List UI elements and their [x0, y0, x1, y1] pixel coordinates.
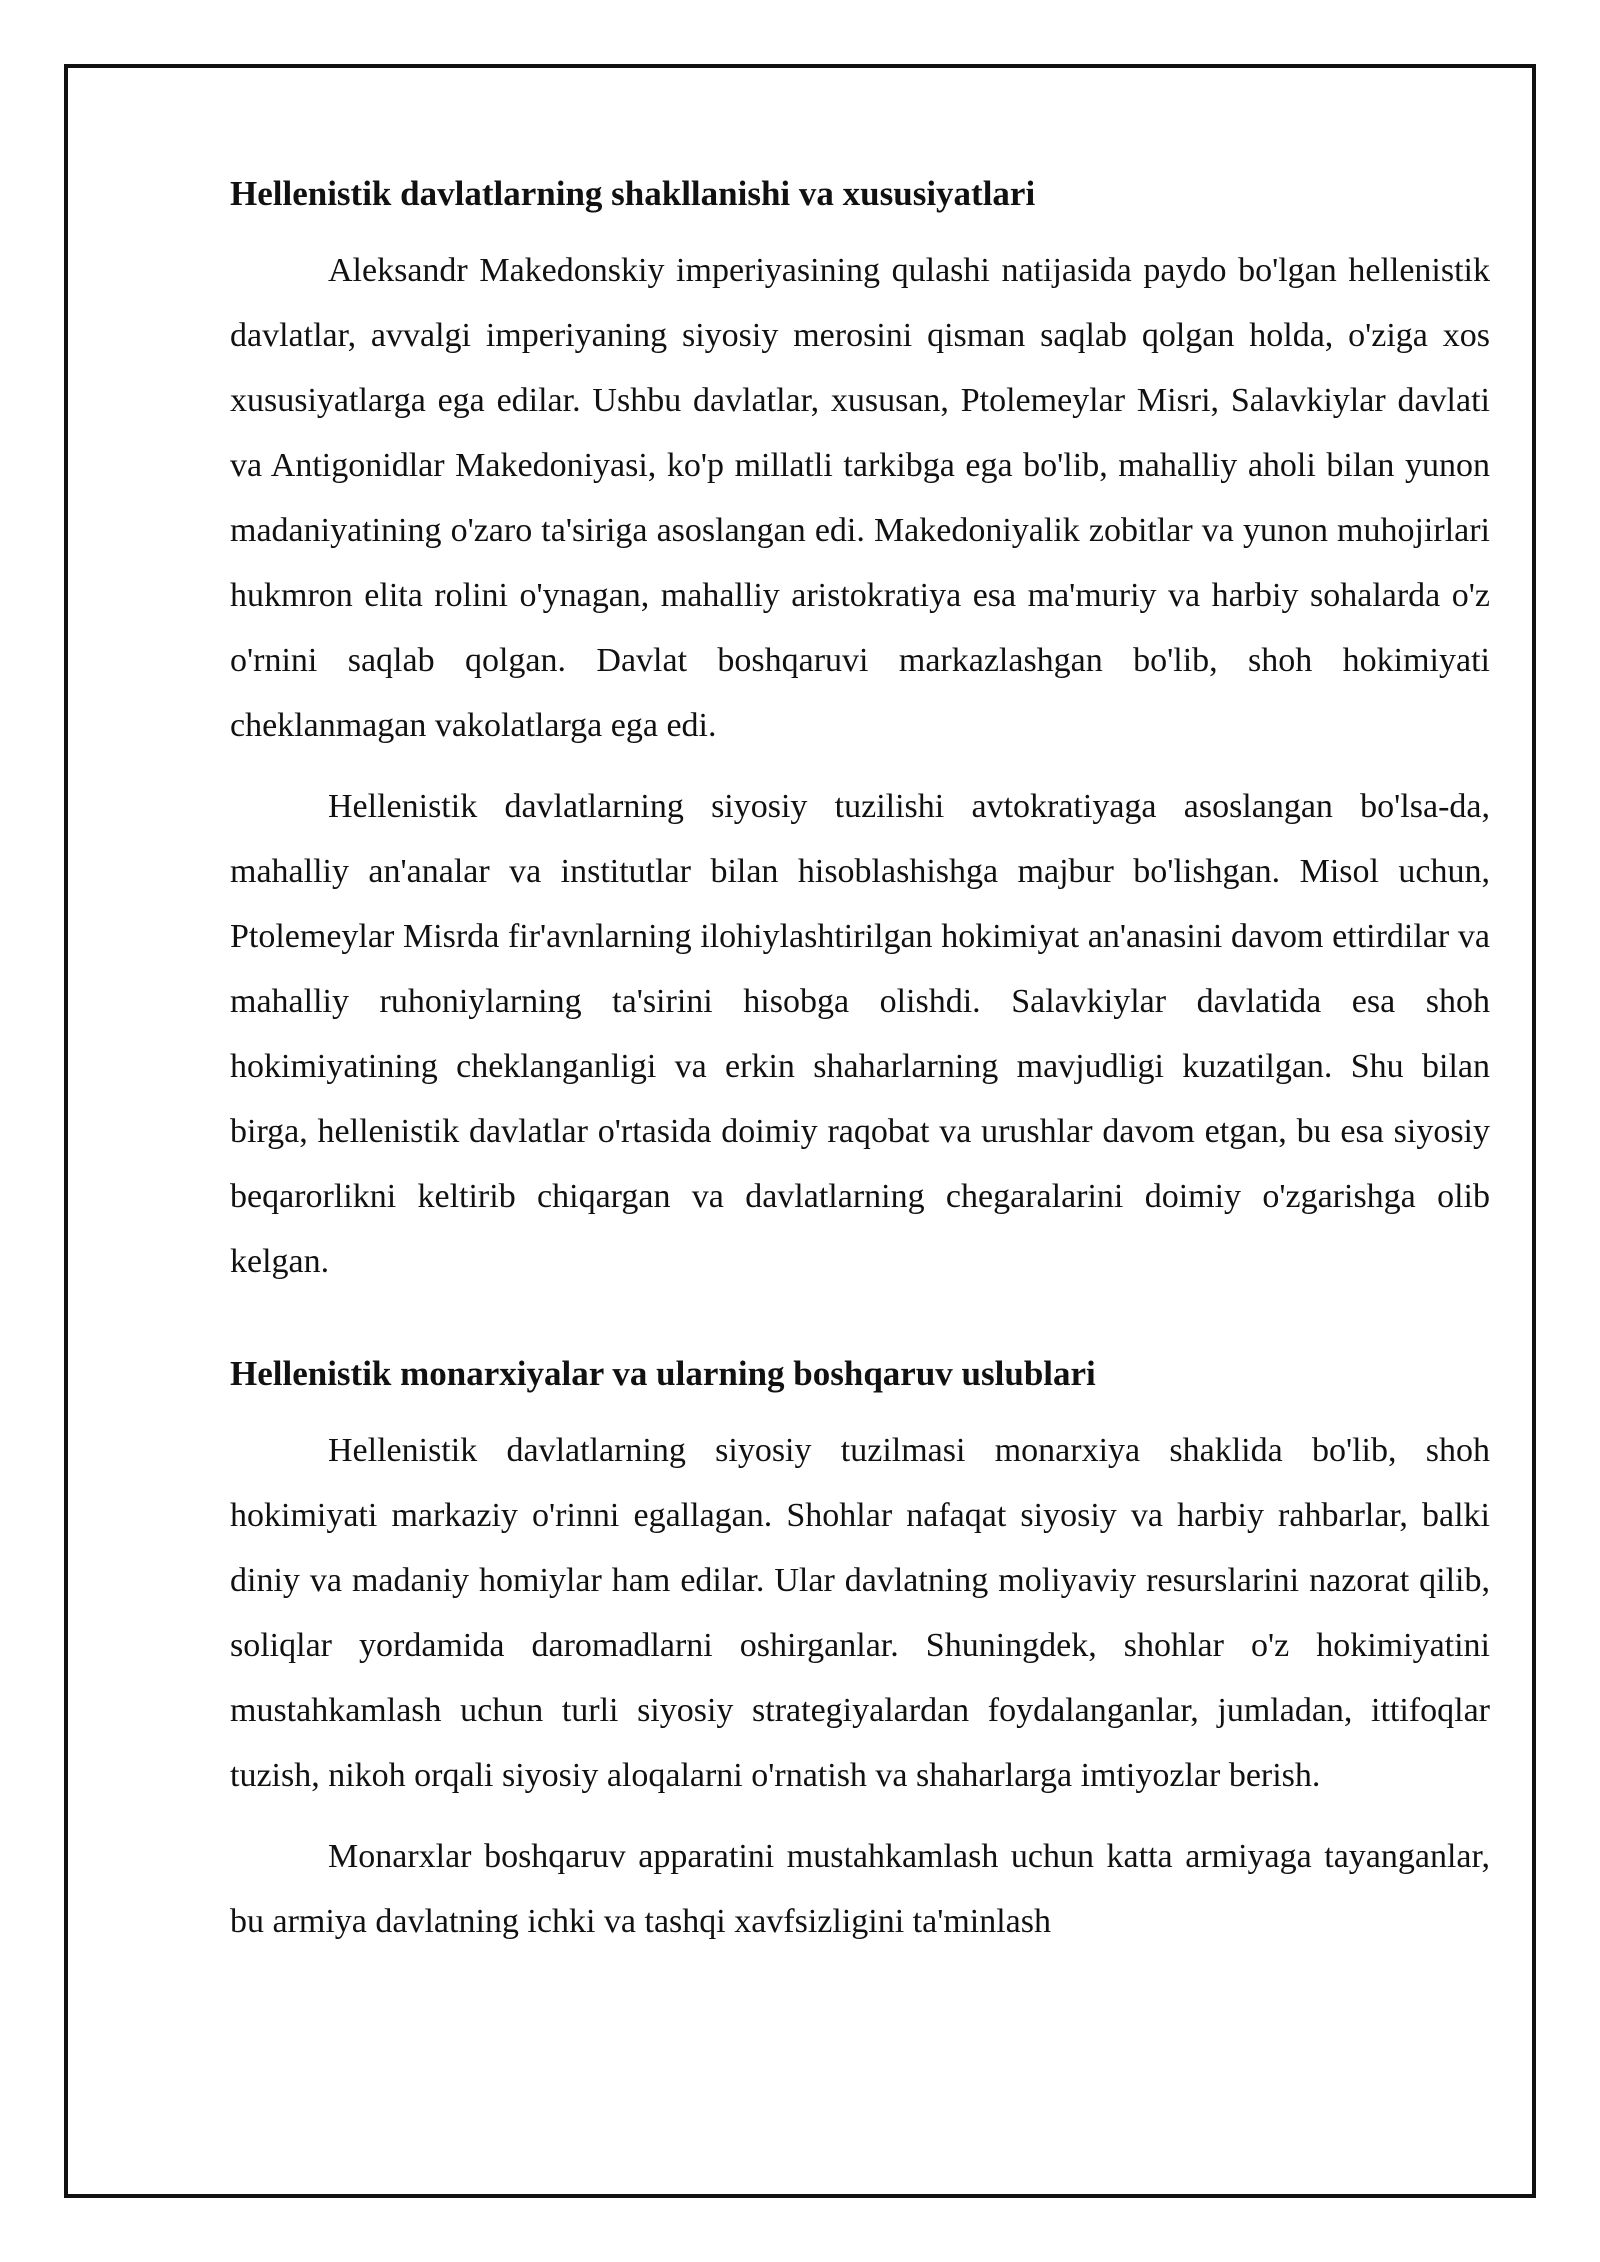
paragraph: Aleksandr Makedonskiy imperiyasining qulashi natijasida paydo bo'lgan hellenistik davlatlar, avvalgi imperiyaning siyosiy merosini qisman saqlab qolgan holda, o'ziga xos xususiyatlarga ega edilar. Ushbu davlatlar, xususan, Ptolemeylar Misri, Salavkiylar davlati va Antigonidlar Makedoniyasi, ko'p millatli tarkibga ega bo'lib, mahalliy aholi bilan yunon madaniyatining o'zaro ta'siriga asoslangan edi. Makedoniyalik zobitlar va yunon muhojirlari hukmron elita rolini o'ynagan, mahalliy aristokratiya esa ma'muriy va harbiy sohalarda o'z o'rnini saqlab qolgan. Davlat boshqaruvi markazlashgan bo'lib, shoh hokimiyati cheklanmagan vakolatlarga ega edi. — [230, 252, 1490, 744]
paragraph: Hellenistik davlatlarning siyosiy tuzilishi avtokratiyaga asoslangan bo'lsa-da, mahalliy an'analar va institutlar bilan hisoblashishga majbur bo'lishgan. Misol uchun, Ptolemeylar Misrda fir'avnlarning ilohiylashtirilgan hokimiyat an'anasini davom ettirdilar va mahalliy ruhoniylarning ta'sirini hisobga olishdi. Salavkiylar davlatida esa shoh hokimiyatining cheklanganligi va erkin shaharlarning mavjudligi kuzatilgan. Shu bilan birga, hellenistik davlatlar o'rtasida doimiy raqobat va urushlar davom etgan, bu esa siyosiy beqarorlikni keltirib chiqargan va davlatlarning chegaralarini doimiy o'zgarishga olib kelgan. — [230, 788, 1490, 1280]
paragraph: Monarxlar boshqaruv apparatini mustahkamlash uchun katta armiyaga tayanganlar, bu armiya davlatning ichki va tashqi xavfsizligini ta'minlash — [230, 1838, 1490, 1940]
section-heading: Hellenistik monarxiyalar va ularning boshqaruv uslublari — [230, 1354, 1096, 1393]
paragraph: Hellenistik davlatlarning siyosiy tuzilmasi monarxiya shaklida bo'lib, shoh hokimiyati markaziy o'rinni egallagan. Shohlar nafaqat siyosiy va harbiy rahbarlar, balki diniy va madaniy homiylar ham edilar. Ular davlatning moliyaviy resurslarini nazorat qilib, soliqlar yordamida daromadlarni oshirganlar. Shuningdek, shohlar o'z hokimiyatini mustahkamlash uchun turli siyosiy strategiyalardan foydalanganlar, jumladan, ittifoqlar tuzish, nikoh orqali siyosiy aloqalarni o'rnatish va shaharlarga imtiyozlar berish. — [230, 1432, 1490, 1794]
document-body — [230, 170, 1490, 1970]
section-heading: Hellenistik davlatlarning shakllanishi va xususiyatlari — [230, 174, 1036, 213]
